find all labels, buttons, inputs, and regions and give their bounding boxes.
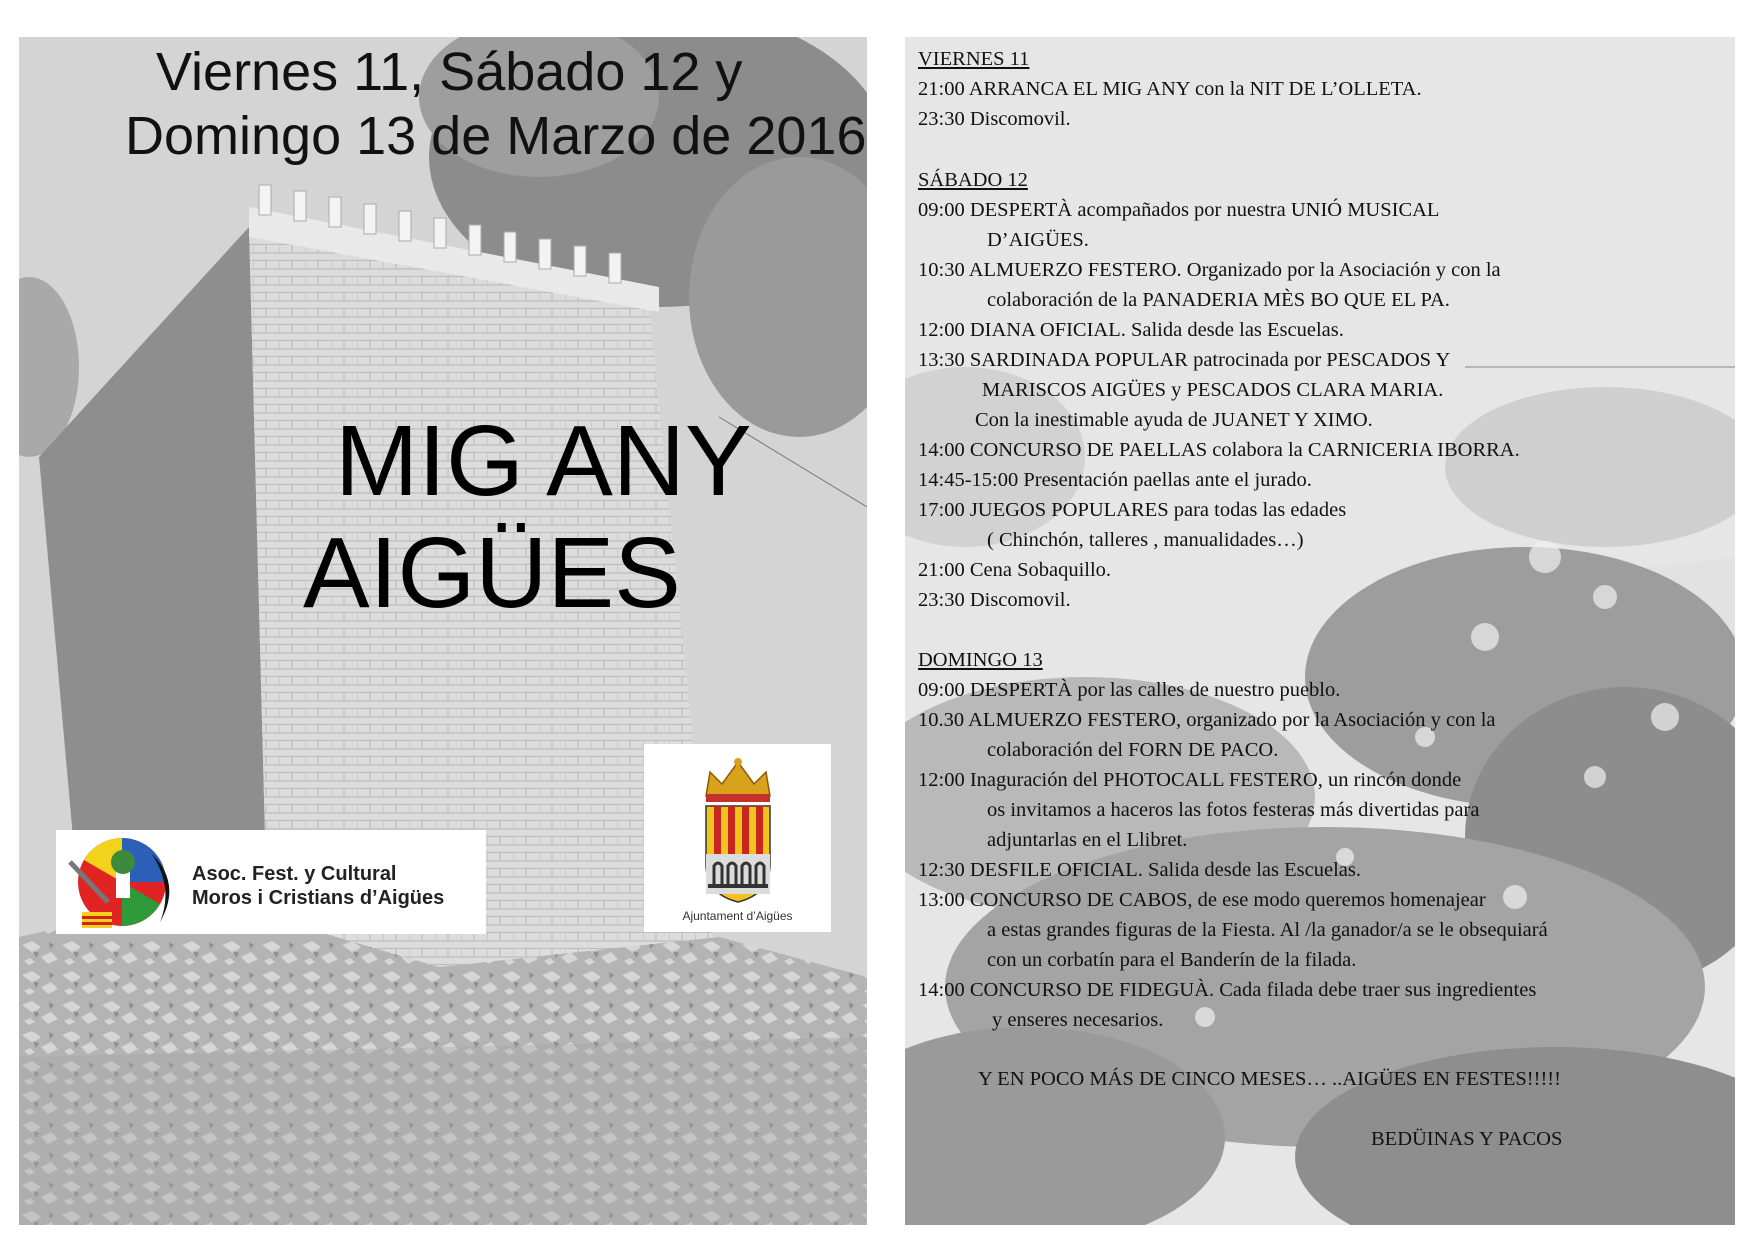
castle-tower-photo (19, 37, 867, 1225)
program-line: 21:00 Cena Sobaquillo. (918, 559, 1112, 581)
program-line: con un corbatín para el Banderín de la filada. (987, 949, 1357, 971)
program-panel (905, 37, 1735, 1225)
heading-domingo: DOMINGO 13 (918, 649, 1043, 671)
title-mig-any: MIG ANY (335, 405, 752, 517)
date-line-1: Viernes 11, Sábado 12 y (156, 42, 743, 102)
heading-viernes: VIERNES 11 (918, 48, 1030, 70)
ajuntament-logo (644, 744, 831, 932)
closing-message: Y EN POCO MÁS DE CINCO MESES… ..AIGÜES EN FESTES!!!!! (978, 1068, 1561, 1090)
cover-panel (19, 37, 867, 1225)
ajuntament-caption: Ajuntament d’Aigües (682, 909, 793, 923)
program-line: 23:30 Discomovil. (918, 589, 1071, 611)
program-line: colaboración del FORN DE PACO. (987, 739, 1279, 761)
moros-cristianos-emblem-icon (64, 832, 184, 932)
program-line: 12:00 Inaguración del PHOTOCALL FESTERO, un rincón donde (918, 769, 1462, 791)
program-line: 17:00 JUEGOS POPULARES para todas las edades (918, 499, 1347, 521)
program-line: D’AIGÜES. (987, 229, 1089, 251)
program-line: 09:00 DESPERTÀ acompañados por nuestra UNIÓ MUSICAL (918, 199, 1440, 221)
program-line: 09:00 DESPERTÀ por las calles de nuestro pueblo. (918, 679, 1341, 701)
program-line: 14:00 CONCURSO DE FIDEGUÀ. Cada filada debe traer sus ingredientes (918, 979, 1537, 1001)
program-line: Con la inestimable ayuda de JUANET Y XIMO. (975, 409, 1373, 431)
program-line: os invitamos a haceros las fotos festeras más divertidas para (987, 799, 1480, 821)
program-line: colaboración de la PANADERIA MÈS BO QUE EL PA. (987, 289, 1450, 311)
program-line: 23:30 Discomovil. (918, 108, 1071, 130)
program-line: ( Chinchón, talleres , manualidades…) (987, 529, 1304, 551)
program-line: y enseres necesarios. (992, 1009, 1164, 1031)
program-line: 10.30 ALMUERZO FESTERO, organizado por la Asociación y con la (918, 709, 1496, 731)
asociacion-logo (56, 830, 486, 934)
heading-sabado: SÁBADO 12 (918, 169, 1028, 191)
program-line: 14:45-15:00 Presentación paellas ante el jurado. (918, 469, 1312, 491)
title-aigues: AIGÜES (303, 517, 681, 629)
program-line: 21:00 ARRANCA EL MIG ANY con la NIT DE L’OLLETA. (918, 78, 1422, 100)
asociacion-name-line-2: Moros i Cristians d’Aigües (192, 887, 445, 909)
program-line: adjuntarlas en el Llibret. (987, 829, 1188, 851)
program-line: 13:30 SARDINADA POPULAR patrocinada por PESCADOS Y (918, 349, 1451, 371)
program-line: MARISCOS AIGÜES y PESCADOS CLARA MARIA. (982, 379, 1444, 401)
program-line: 12:00 DIANA OFICIAL. Salida desde las Escuelas. (918, 319, 1344, 341)
program-line: 13:00 CONCURSO DE CABOS, de ese modo queremos homenajear (918, 889, 1486, 911)
program-line: 12:30 DESFILE OFICIAL. Salida desde las Escuelas. (918, 859, 1361, 881)
ajuntament-coat-of-arms-icon (700, 756, 776, 906)
asociacion-name-line-1: Asoc. Fest. y Cultural (192, 863, 397, 885)
program-line: a estas grandes figuras de la Fiesta. Al /la ganador/a se le obsequiará (987, 919, 1548, 941)
program-line: 10:30 ALMUERZO FESTERO. Organizado por la Asociación y con la (918, 259, 1501, 281)
date-line-2: Domingo 13 de Marzo de 2016 (125, 106, 867, 166)
signature: BEDÜINAS Y PACOS (1371, 1128, 1563, 1150)
program-line: 14:00 CONCURSO DE PAELLAS colabora la CARNICERIA IBORRA. (918, 439, 1520, 461)
